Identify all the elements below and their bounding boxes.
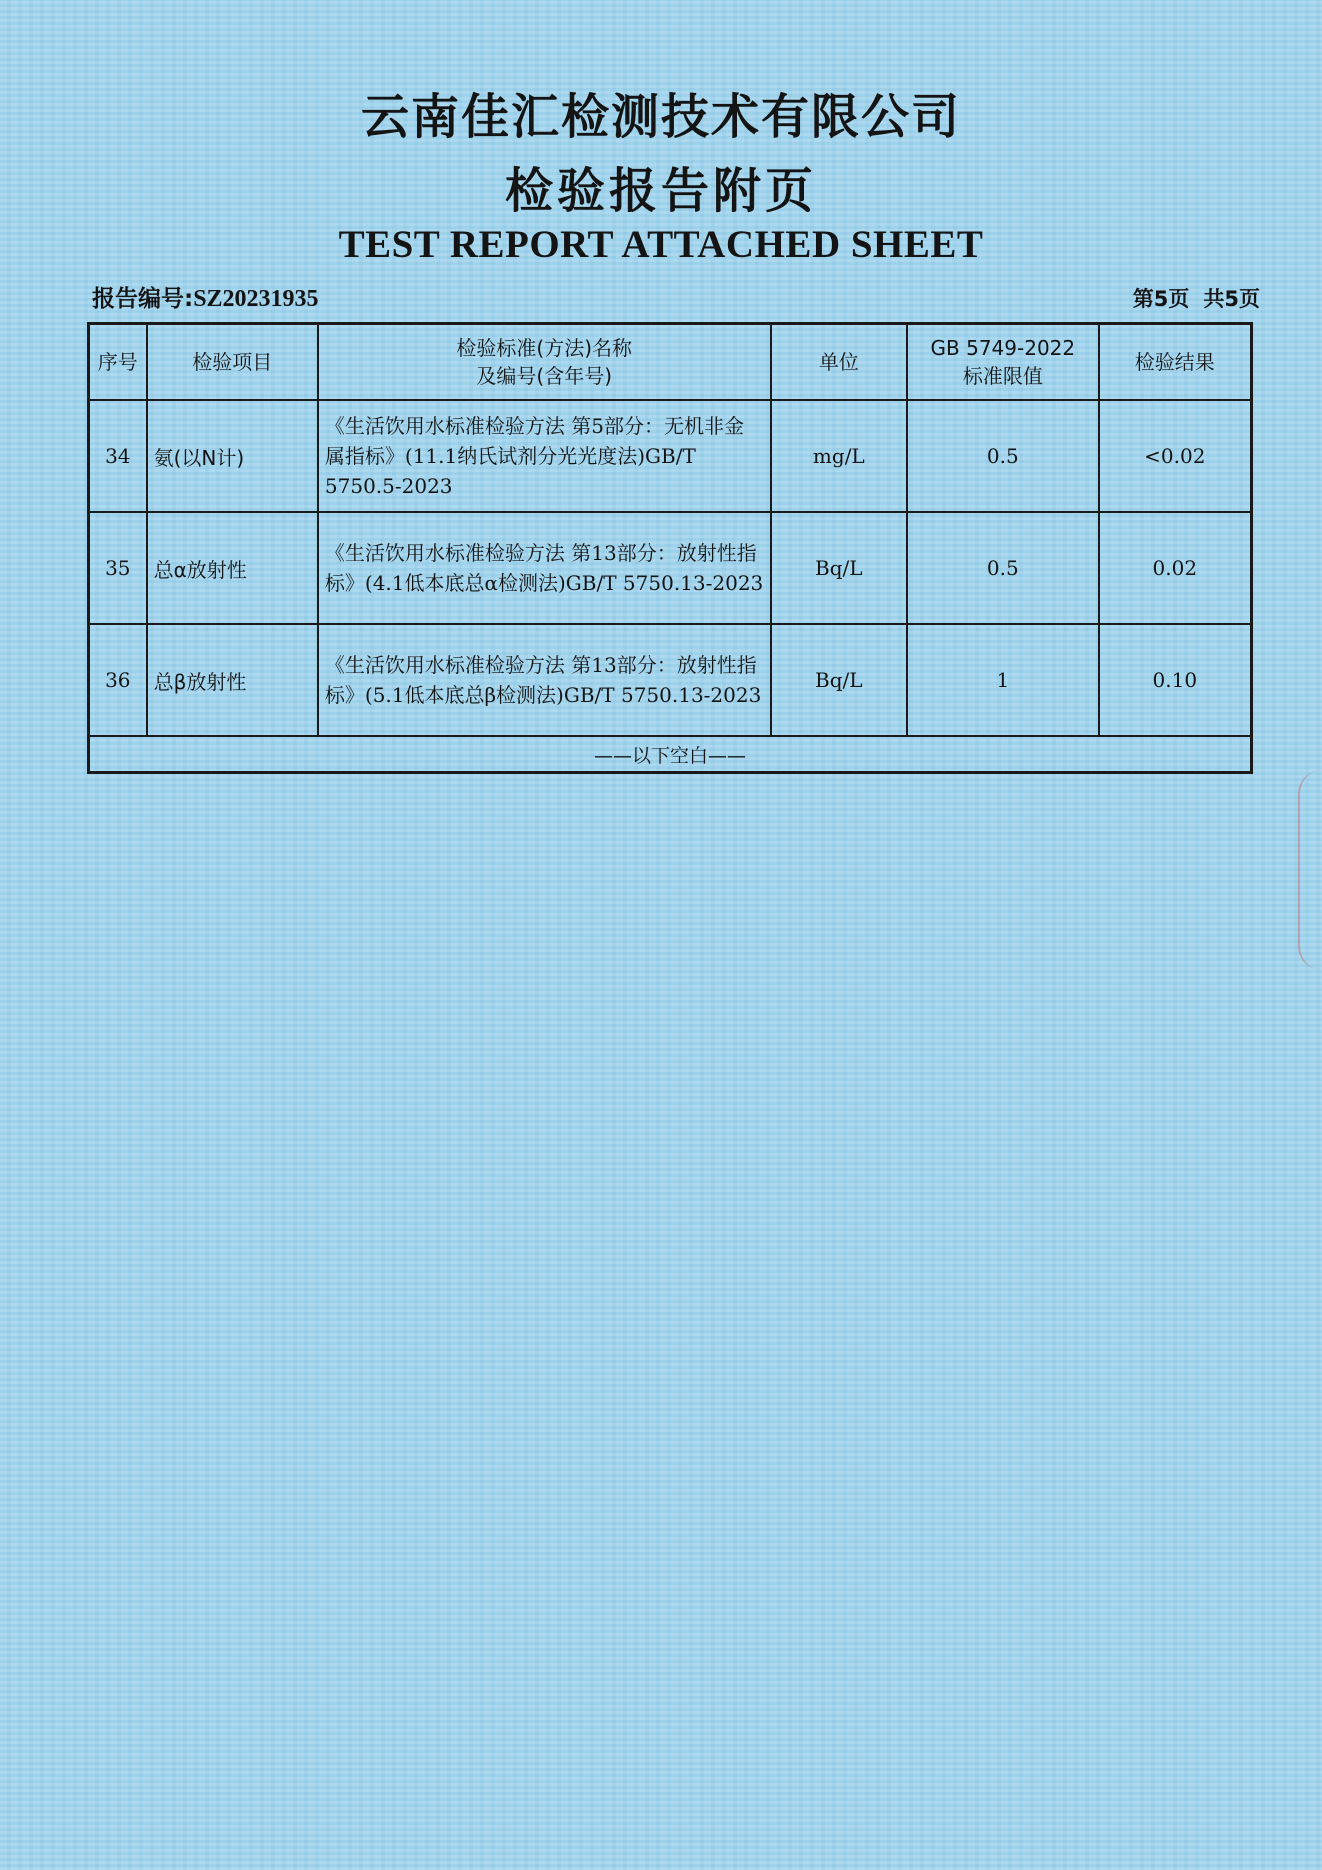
company-name: 云南佳汇检测技术有限公司 xyxy=(360,89,961,145)
blank-below-row xyxy=(89,736,1252,773)
report-number xyxy=(92,280,319,313)
report-meta xyxy=(92,280,1260,313)
header-limit-line1: GB 5749-2022 xyxy=(930,336,1076,360)
header-standard-line2: 及编号(含年号) xyxy=(476,364,613,388)
row-limit: 0.5 xyxy=(907,512,1099,624)
header-limit-line2: 标准限值 xyxy=(962,364,1043,388)
row-no: 35 xyxy=(89,512,147,624)
header-item: 检验项目 xyxy=(147,324,318,401)
report-number-value: SZ20231935 xyxy=(193,286,319,312)
page-indicator xyxy=(1133,283,1260,313)
report-subtitle: 检验报告附页 xyxy=(504,163,817,219)
page-total: 共5页 xyxy=(1203,287,1260,311)
row-unit: mg/L xyxy=(771,400,908,512)
row-no: 36 xyxy=(89,624,147,736)
header-no: 序号 xyxy=(89,324,147,401)
blank-below-text: ——以下空白—— xyxy=(89,736,1252,773)
row-unit: Bq/L xyxy=(771,624,908,736)
row-no: 34 xyxy=(89,400,147,512)
header-result: 检验结果 xyxy=(1099,324,1252,401)
row-limit: 1 xyxy=(907,624,1099,736)
row-result: 0.10 xyxy=(1099,624,1252,736)
results-table xyxy=(87,322,1253,774)
row-unit: Bq/L xyxy=(771,512,908,624)
report-number-label: 报告编号: xyxy=(92,286,194,312)
table-row xyxy=(89,400,1252,512)
page-current: 第5页 xyxy=(1132,287,1190,311)
english-title: TEST REPORT ATTACHED SHEET xyxy=(338,223,984,266)
row-result: <0.02 xyxy=(1099,400,1252,512)
header-standard-line1: 检验标准(方法)名称 xyxy=(456,336,633,360)
header-unit: 单位 xyxy=(771,324,908,401)
row-standard: 《生活饮用水标准检验方法 第5部分：无机非金属指标》(11.1纳氏试剂分光光度法)GB/T 5750.5-2023 xyxy=(318,400,771,512)
seal-edge-mark xyxy=(1298,770,1322,970)
row-standard: 《生活饮用水标准检验方法 第13部分：放射性指标》(5.1低本底总β检测法)GB/T 5750.13-2023 xyxy=(318,624,771,736)
row-result: 0.02 xyxy=(1099,512,1252,624)
table-header-row xyxy=(89,324,1252,401)
header-standard xyxy=(318,324,771,401)
row-limit: 0.5 xyxy=(907,400,1099,512)
row-item: 总α放射性 xyxy=(147,512,318,624)
table-row xyxy=(89,624,1252,736)
row-item: 氨(以N计) xyxy=(147,400,318,512)
table-row xyxy=(89,512,1252,624)
row-item: 总β放射性 xyxy=(147,624,318,736)
row-standard: 《生活饮用水标准检验方法 第13部分：放射性指标》(4.1低本底总α检测法)GB/T 5750.13-2023 xyxy=(318,512,771,624)
header-limit xyxy=(907,324,1099,401)
